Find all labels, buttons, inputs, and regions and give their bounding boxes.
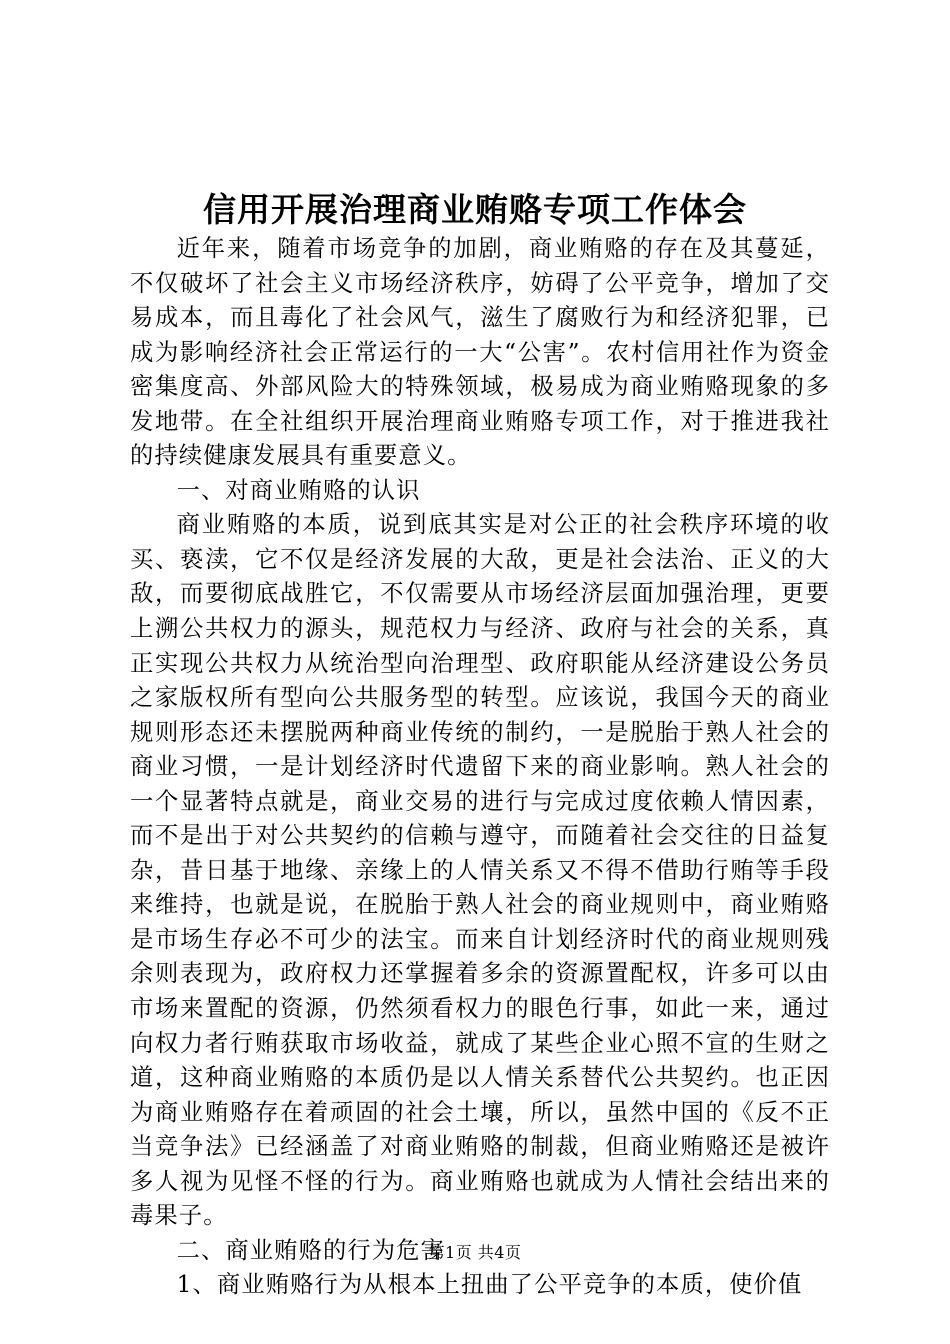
paragraph-intro: 近年来，随着市场竞争的加剧，商业贿赂的存在及其蔓延，不仅破坏了社会主义市场经济秩序，妨碍了公平竞争，增加了交易成本，而且毒化了社会风气，滋生了腐败行为和经济犯罪，已成为影响经济社会正常运行的一大“公害”。农村信用社作为资金密集度高、外部风险大的特殊领域，极易成为商业贿赂现象的多发地带。在全社组织开展治理商业贿赂专项工作，对于推进我社的持续健康发展具有重要意义。	[130, 235, 830, 470]
section-heading-1: 一、对商业贿赂的认识	[176, 476, 421, 504]
document-title: 信用开展治理商业贿赂专项工作体会	[203, 190, 747, 229]
document-body	[130, 232, 830, 1303]
paragraph-section-2-item-1: 1、商业贿赂行为从根本上扭曲了公平竞争的本质，使价值	[176, 1271, 803, 1299]
paragraph-section-1: 商业贿赂的本质，说到底其实是对公正的社会秩序环境的收买、亵渎，它不仅是经济发展的大敌，更是社会法治、正义的大敌，而要彻底战胜它，不仅需要从市场经济层面加强治理，更要上溯公共权力的源头，规范权力与经济、政府与社会的关系，真正实现公共权力从统治型向治理型、政府职能从经济建设公务员之家版权所有型向公共服务型的转型。应该说，我国今天的商业规则形态还未摆脱两种商业传统的制约，一是脱胎于熟人社会的商业习惯，一是计划经济时代遗留下来的商业影响。熟人社会的一个显著特点就是，商业交易的进行与完成过度依赖人情因素，而不是出于对公共契约的信赖与遵守，而随着社会交往的日益复杂，昔日基于地缘、亲缘上的人情关系又不得不借助行贿等手段来维持，也就是说，在脱胎于熟人社会的商业规则中，商业贿赂是市场生存必不可少的法宝。而来自计划经济时代的商业规则残余则表现为，政府权力还掌握着多余的资源置配权，许多可以由市场来置配的资源，仍然须看权力的眼色行事，如此一来，通过向权力者行贿获取市场收益，就成了某些企业心照不宣的生财之道，这种商业贿赂的本质仍是以人情关系替代公共契约。也正因为商业贿赂存在着顽固的社会土壤，所以，虽然中国的《反不正当竞争法》已经涵盖了对商业贿赂的制裁，但商业贿赂还是被许多人视为见怪不怪的行为。商业贿赂也就成为人情社会结出来的毒果子。	[130, 511, 830, 1230]
page-footer: 第1页 共4页	[428, 1243, 522, 1262]
section-heading-2: 二、商业贿赂的行为危害	[176, 1236, 445, 1264]
